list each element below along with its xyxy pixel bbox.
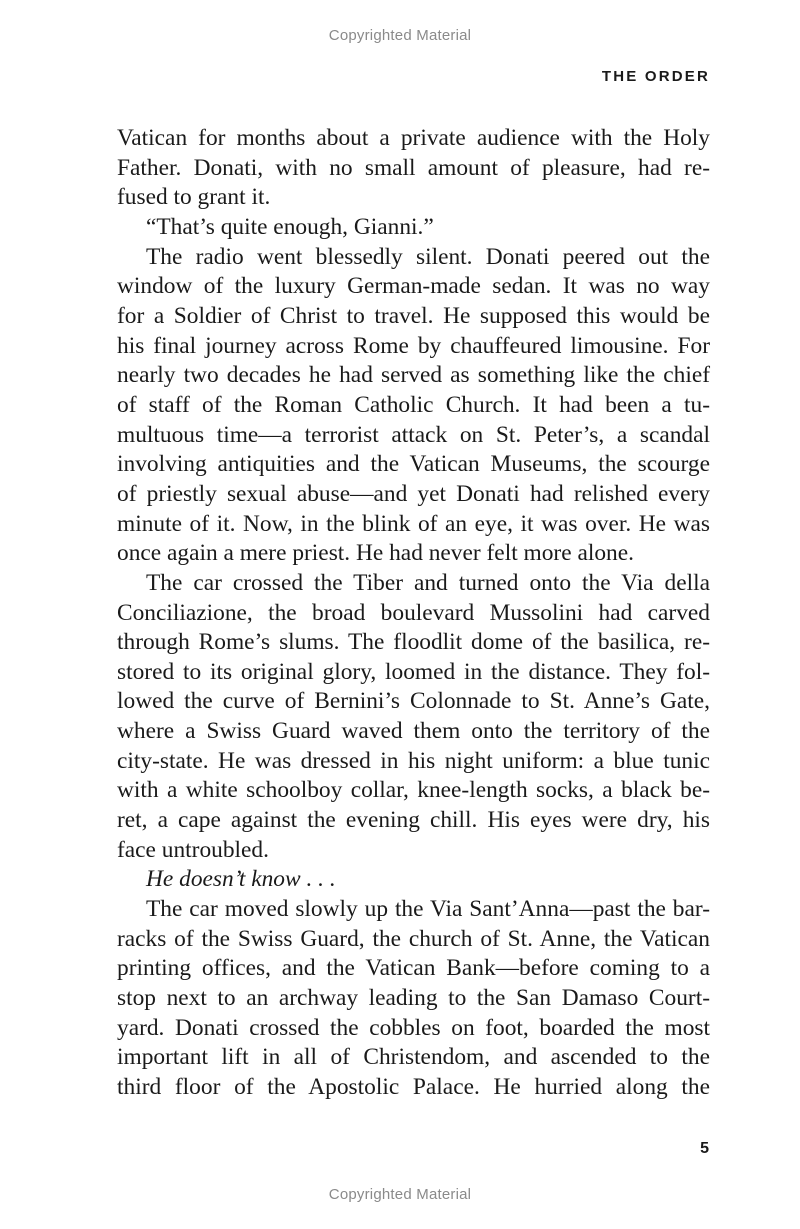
page-body-text	[117, 124, 710, 1103]
text-line: his final journey across Rome by chauffeured limousine. For	[117, 332, 710, 359]
running-head-title: THE ORDER	[601, 68, 710, 85]
text-line: Conciliazione, the broad boulevard Mussolini had carved	[117, 599, 710, 626]
text-line: involving antiquities and the Vatican Museums, the scourge	[117, 451, 710, 478]
text-line: lowed the curve of Bernini’s Colonnade to St. Anne’s Gate,	[117, 688, 710, 715]
text-line: fused to grant it.	[117, 184, 271, 211]
text-line: The car crossed the Tiber and turned onto the Via della	[146, 569, 710, 596]
text-line: important lift in all of Christendom, and ascended to the	[117, 1044, 710, 1071]
italic-thought-line: He doesn’t know . . .	[146, 866, 336, 893]
text-line: of priestly sexual abuse—and yet Donati had relished every	[117, 480, 710, 507]
page-number: 5	[700, 1140, 709, 1157]
text-line: Father. Donati, with no small amount of pleasure, had re-	[117, 154, 710, 181]
copyright-watermark-bottom: Copyrighted Material	[328, 1186, 472, 1203]
text-line: nearly two decades he had served as something like the chief	[117, 362, 710, 389]
text-line: city-state. He was dressed in his night uniform: a blue tunic	[117, 747, 710, 774]
text-line: minute of it. Now, in the blink of an eye, it was over. He was	[117, 510, 710, 537]
text-line: once again a mere priest. He had never felt more alone.	[117, 540, 634, 567]
text-line: The radio went blessedly silent. Donati peered out the	[146, 243, 710, 270]
text-line: The car moved slowly up the Via Sant’Anna—past the bar-	[146, 896, 710, 923]
text-line: ret, a cape against the evening chill. His eyes were dry, his	[117, 807, 710, 834]
text-line: with a white schoolboy collar, knee-length socks, a black be-	[117, 777, 710, 804]
text-line: stop next to an archway leading to the San Damaso Court-	[117, 985, 710, 1012]
text-line: window of the luxury German-made sedan. It was no way	[117, 273, 710, 300]
text-line: racks of the Swiss Guard, the church of St. Anne, the Vatican	[117, 925, 710, 952]
text-line: yard. Donati crossed the cobbles on foot, boarded the most	[117, 1014, 710, 1041]
copyright-watermark-top: Copyrighted Material	[328, 27, 472, 44]
text-line: through Rome’s slums. The floodlit dome of the basilica, re-	[117, 629, 710, 656]
text-line: of staff of the Roman Catholic Church. It had been a tu-	[117, 391, 710, 418]
text-line: third floor of the Apostolic Palace. He hurried along the	[117, 1074, 710, 1100]
text-line: printing offices, and the Vatican Bank—before coming to a	[117, 955, 710, 982]
text-line: where a Swiss Guard waved them onto the territory of the	[117, 718, 710, 745]
text-line: for a Soldier of Christ to travel. He supposed this would be	[117, 302, 710, 329]
text-line: stored to its original glory, loomed in the distance. They fol-	[117, 658, 710, 685]
text-line: face untroubled.	[117, 836, 269, 863]
text-line: multuous time—a terrorist attack on St. Peter’s, a scandal	[117, 421, 710, 448]
text-line: Vatican for months about a private audience with the Holy	[117, 125, 710, 151]
dialogue-line: “That’s quite enough, Gianni.”	[146, 213, 434, 240]
